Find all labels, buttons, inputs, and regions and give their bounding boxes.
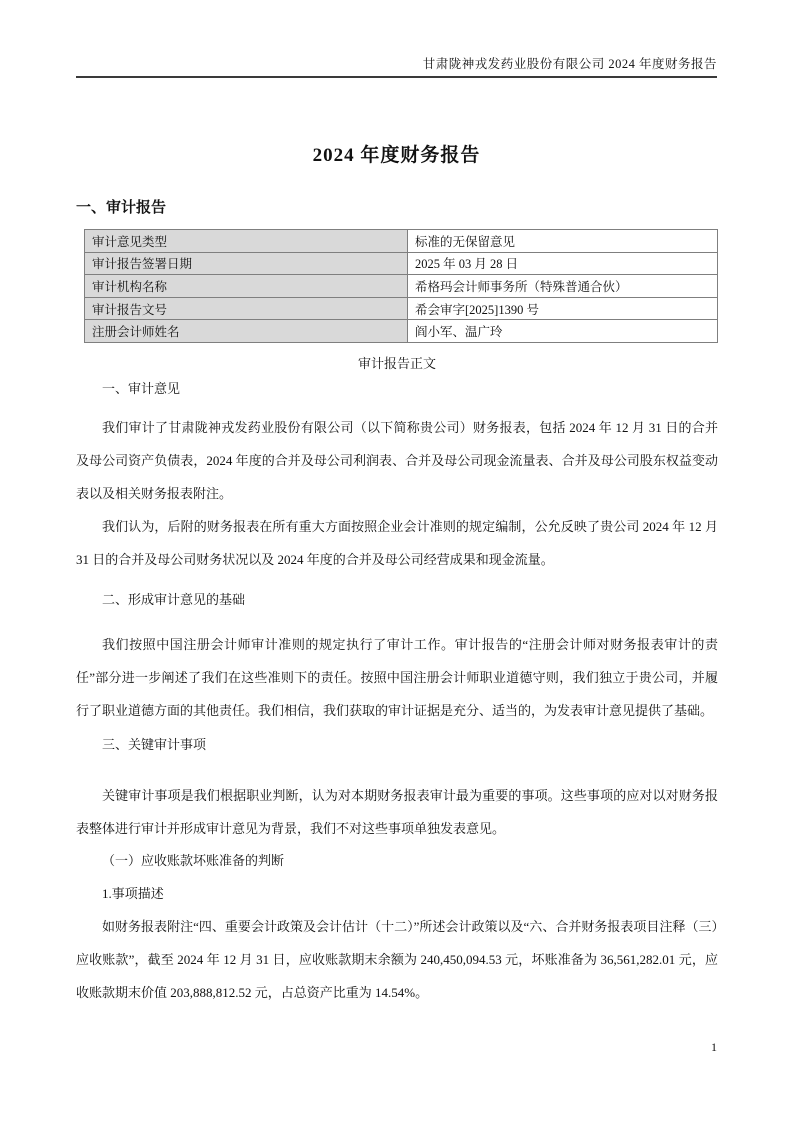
table-row bbox=[85, 320, 718, 343]
heading-matter-description: 1.事项描述 bbox=[102, 886, 164, 901]
paragraph-matter-description: 如财务报表附注“四、重要会计政策及会计估计（十二）”所述会计政策以及“六、合并财务报表项目注释（三）应收账款”，截至 2024 年 12 月 31 日，应收账款期末余额为 240,450,094.53 元，坏账准备为 36,561,282.01 元，应收账款期末价值 203,888,812.52 元，占总资产比重为 14.54%。 bbox=[76, 919, 718, 1000]
table-row bbox=[85, 252, 718, 275]
table-row bbox=[85, 230, 718, 253]
audit-report-body-title: 审计报告正文 bbox=[357, 356, 436, 371]
page-title: 2024 年度财务报告 bbox=[312, 145, 481, 166]
audit-report-date-value: 2025 年 03 月 28 日 bbox=[408, 252, 718, 275]
audit-summary-table bbox=[84, 229, 718, 343]
table-row bbox=[85, 297, 718, 320]
audit-opinion-type-label: 审计意见类型 bbox=[85, 230, 408, 253]
heading-audit-opinion: 一、审计意见 bbox=[102, 381, 181, 396]
header-divider bbox=[76, 76, 717, 78]
audit-report-date-label: 审计报告签署日期 bbox=[85, 252, 408, 275]
paragraph-audit-opinion-2: 我们认为，后附的财务报表在所有重大方面按照企业会计准则的规定编制，公允反映了贵公司 2024 年 12 月 31 日的合并及母公司财务状况以及 2024 年度的合并及母公司经营成果和现金流量。 bbox=[76, 519, 718, 567]
paragraph-audit-opinion-1: 我们审计了甘肃陇神戎发药业股份有限公司（以下简称贵公司）财务报表，包括 2024 年 12 月 31 日的合并及母公司资产负债表，2024 年度的合并及母公司利润表、合并及母公司现金流量表、合并及母公司股东权益变动表以及相关财务报表附注。 bbox=[76, 420, 718, 501]
table-row bbox=[85, 275, 718, 298]
heading-key-audit-matters: 三、关键审计事项 bbox=[102, 737, 207, 752]
paragraph-key-audit-matters: 关键审计事项是我们根据职业判断，认为对本期财务报表审计最为重要的事项。这些事项的应对以对财务报表整体进行审计并形成审计意见为背景，我们不对这些事项单独发表意见。 bbox=[76, 788, 718, 836]
heading-bad-debt-provision: （一）应收账款坏账准备的判断 bbox=[102, 853, 285, 868]
cpa-names-value: 阎小军、温广玲 bbox=[408, 320, 718, 343]
audit-report-number-value: 希会审字[2025]1390 号 bbox=[408, 297, 718, 320]
document-body bbox=[76, 356, 718, 1009]
audit-firm-value: 希格玛会计师事务所（特殊普通合伙） bbox=[408, 275, 718, 298]
page-number: 1 bbox=[711, 1040, 717, 1054]
cpa-names-label: 注册会计师姓名 bbox=[85, 320, 408, 343]
paragraph-basis-for-opinion: 我们按照中国注册会计师审计准则的规定执行了审计工作。审计报告的“注册会计师对财务报表审计的责任”部分进一步阐述了我们在这些准则下的责任。按照中国注册会计师职业道德守则，我们独立于贵公司，并履行了职业道德方面的其他责任。我们相信，我们获取的审计证据是充分、适当的，为发表审计意见提供了基础。 bbox=[76, 637, 718, 718]
heading-basis-for-opinion: 二、形成审计意见的基础 bbox=[102, 592, 246, 607]
running-header: 甘肃陇神戎发药业股份有限公司 2024 年度财务报告 bbox=[422, 57, 717, 71]
audit-report-section-heading: 一、审计报告 bbox=[76, 200, 167, 216]
audit-opinion-type-value: 标准的无保留意见 bbox=[408, 230, 718, 253]
audit-firm-label: 审计机构名称 bbox=[85, 275, 408, 298]
audit-report-number-label: 审计报告文号 bbox=[85, 297, 408, 320]
